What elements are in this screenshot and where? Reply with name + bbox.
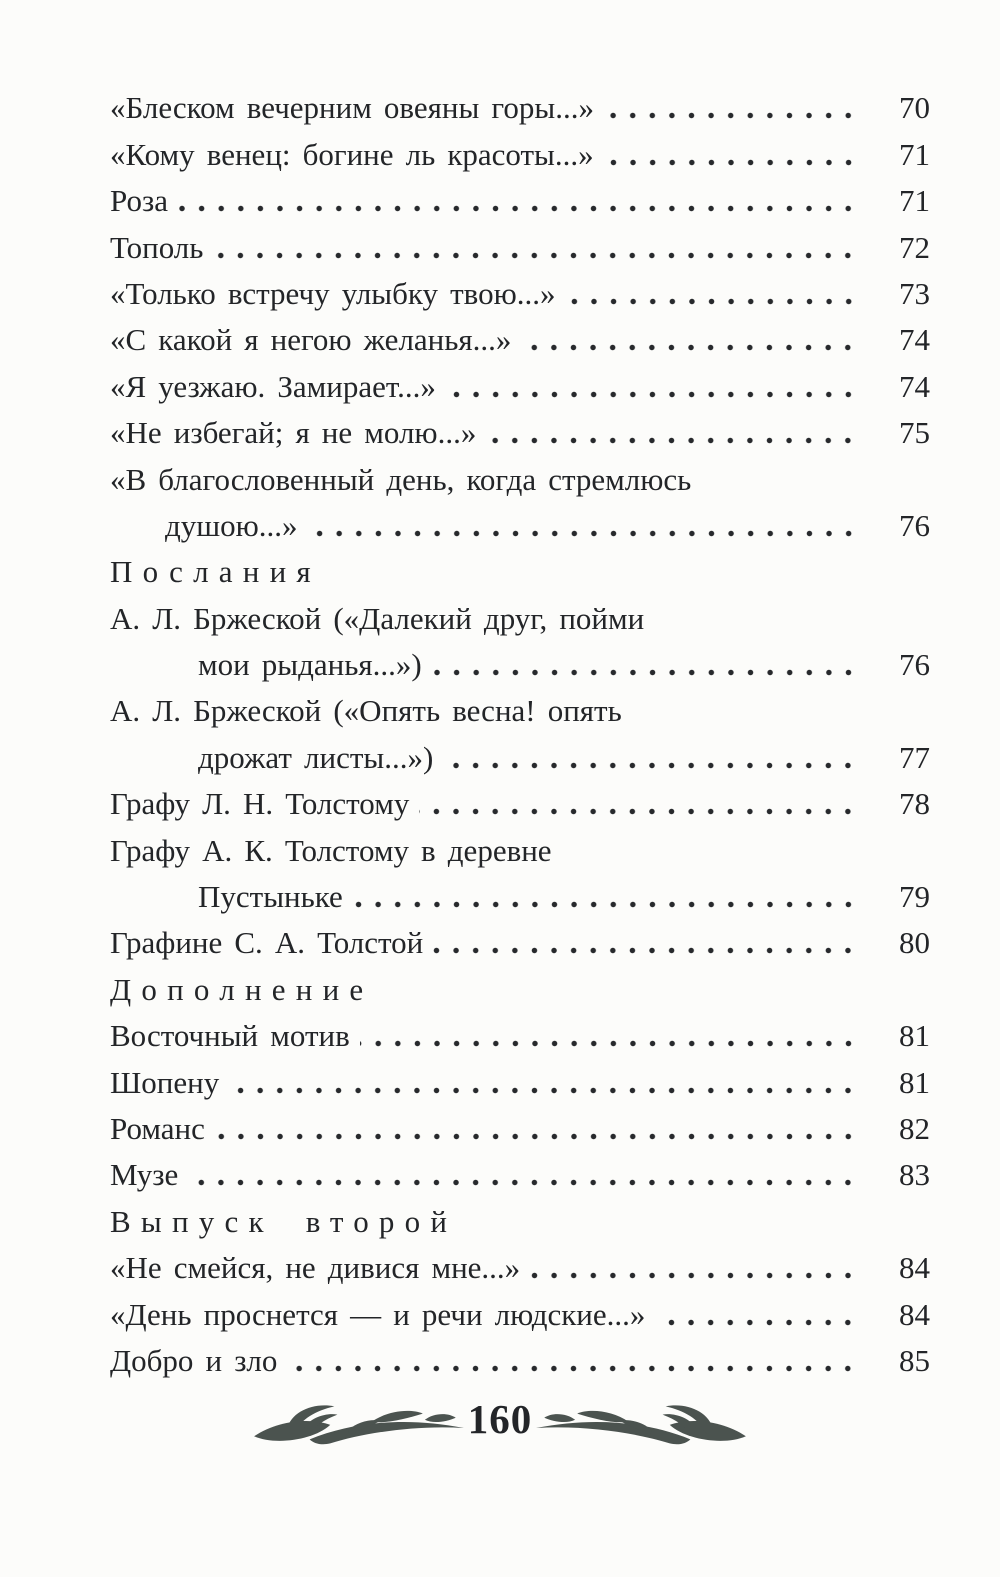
dot-leader: [353, 871, 860, 917]
toc-entry-row: [110, 175, 930, 221]
toc-entry-row: [110, 1288, 930, 1334]
toc-entry-title: Графу А. К. Толстому в деревне: [110, 832, 552, 868]
toc-entry-title: Восточный мотив: [110, 1018, 350, 1054]
floral-flourish-left-icon: [250, 1397, 466, 1459]
toc-entry-title: «Блеском вечерним овеяны горы...»: [110, 90, 594, 126]
toc-page-number: 83: [899, 1157, 930, 1193]
toc-entry-row: [110, 1010, 930, 1056]
footer-page-number: 160: [467, 1396, 533, 1442]
toc-page-number: 78: [899, 786, 930, 822]
toc-entry-title: Пустыньке: [198, 879, 343, 915]
dot-leader: [360, 1010, 860, 1056]
toc-entry-title: «С какой я негою желанья...»: [110, 322, 512, 358]
toc-section-heading: Дополнение: [110, 971, 374, 1007]
dot-leader: [229, 1056, 860, 1102]
toc-entry-title: «Я уезжаю. Замирает...»: [110, 368, 436, 404]
toc-section-heading: Выпуск второй: [110, 1203, 458, 1239]
toc-entry-title: Романс: [110, 1110, 205, 1146]
toc-entry-continuation-row: [110, 871, 930, 917]
toc-page-number: 81: [899, 1064, 930, 1100]
table-of-contents: [110, 82, 930, 1381]
dot-leader: [521, 314, 860, 360]
toc-entry-row: [110, 917, 930, 963]
toc-entry-row: [110, 82, 930, 128]
dot-leader: [655, 1288, 860, 1334]
toc-entry-title: мои рыданья...»): [198, 647, 422, 683]
dot-leader: [213, 221, 860, 267]
toc-page-number: 75: [899, 415, 930, 451]
dot-leader: [419, 778, 860, 824]
toc-page-number: 79: [899, 879, 930, 915]
toc-entry-continuation-row: [110, 500, 930, 546]
toc-entry-row: [110, 1335, 930, 1381]
toc-entry-title: «Не избегай; я не молю...»: [110, 415, 477, 451]
dot-leader: [446, 360, 860, 406]
toc-entry-title: «В благословенный день, когда стремлюсь: [110, 461, 692, 497]
toc-page-number: 73: [899, 275, 930, 311]
toc-page-number: 85: [899, 1342, 930, 1378]
toc-entry-title: Тополь: [110, 229, 204, 265]
toc-entry-row: [110, 685, 930, 731]
toc-entry-row: [110, 592, 930, 638]
toc-entry-title: «Не смейся, не дивися мне...»: [110, 1250, 521, 1286]
toc-page-number: 82: [899, 1110, 930, 1146]
toc-entry-row: [110, 1056, 930, 1102]
toc-entry-title: Роза: [110, 183, 168, 219]
toc-entry-title: Музе: [110, 1157, 179, 1193]
dot-leader: [604, 82, 860, 128]
toc-page-number: 77: [899, 739, 930, 775]
dot-leader: [432, 639, 860, 685]
toc-entry-title: Графу Л. Н. Толстому: [110, 786, 410, 822]
toc-page-number: 84: [899, 1250, 930, 1286]
toc-entry-title: «Кому венец: богине ль красоты...»: [110, 136, 594, 172]
dot-leader: [287, 1335, 860, 1381]
page-footer: [0, 1388, 1000, 1450]
toc-entry-row: [110, 453, 930, 499]
toc-page-number: 76: [899, 647, 930, 683]
toc-page-number: 72: [899, 229, 930, 265]
dot-leader: [188, 1149, 860, 1195]
toc-entry-row: [110, 360, 930, 406]
toc-page-number: 84: [899, 1296, 930, 1332]
toc-entry-title: «День проснется — и речи людские...»: [110, 1296, 646, 1332]
toc-page-number: 74: [899, 368, 930, 404]
toc-entry-row: [110, 778, 930, 824]
toc-entry-title: душою...»: [165, 507, 298, 543]
toc-entry-row: [110, 407, 930, 453]
toc-page-number: 80: [899, 925, 930, 961]
toc-entry-continuation-row: [110, 639, 930, 685]
dot-leader: [308, 500, 860, 546]
toc-page-number: 70: [899, 90, 930, 126]
toc-entry-title: «Только встречу улыбку твою...»: [110, 275, 556, 311]
floral-flourish-right-icon: [534, 1397, 750, 1459]
toc-page-number: 76: [899, 507, 930, 543]
toc-entry-title: дрожат листы...»): [198, 739, 434, 775]
toc-entry-title: Добро и зло: [110, 1342, 278, 1378]
toc-entry-row: [110, 268, 930, 314]
toc-entry-row: [110, 824, 930, 870]
toc-entry-row: [110, 221, 930, 267]
dot-leader: [215, 1103, 860, 1149]
toc-entry-title: А. Л. Бржеской («Опять весна! опять: [110, 693, 622, 729]
dot-leader: [604, 128, 860, 174]
toc-entry-row: [110, 128, 930, 174]
dot-leader: [178, 175, 860, 221]
toc-entry-row: [110, 1149, 930, 1195]
toc-entry-title: Графине С. А. Толстой: [110, 925, 424, 961]
toc-page-number: 81: [899, 1018, 930, 1054]
toc-section-heading: Послания: [110, 554, 321, 590]
dot-leader: [433, 917, 860, 963]
toc-page-number: 71: [899, 136, 930, 172]
toc-page-number: 71: [899, 183, 930, 219]
toc-entry-row: [110, 1103, 930, 1149]
toc-page-number: 74: [899, 322, 930, 358]
dot-leader: [566, 268, 861, 314]
toc-entry-continuation-row: [110, 731, 930, 777]
toc-entry-row: [110, 314, 930, 360]
dot-leader: [443, 731, 860, 777]
dot-leader: [486, 407, 860, 453]
toc-entry-title: А. Л. Бржеской («Далекий друг, пойми: [110, 600, 645, 636]
toc-entry-row: [110, 1242, 930, 1288]
dot-leader: [530, 1242, 860, 1288]
toc-entry-title: Шопену: [110, 1064, 220, 1100]
